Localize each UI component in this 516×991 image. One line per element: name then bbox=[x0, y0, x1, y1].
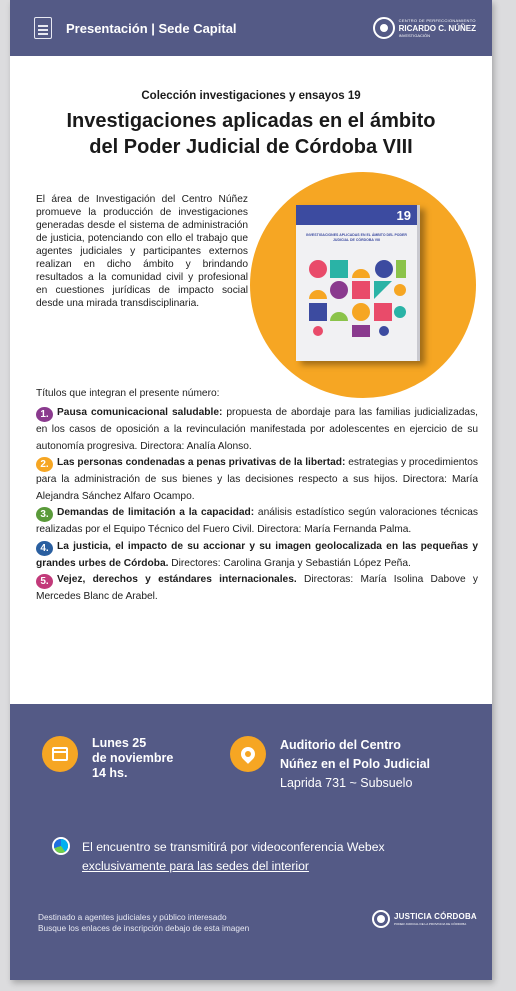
place-line-2: Núñez en el Polo Judicial bbox=[280, 757, 431, 771]
footer-note bbox=[38, 912, 249, 934]
collection-label: Colección investigaciones y ensayos 19 bbox=[141, 90, 361, 102]
page-title bbox=[10, 108, 492, 160]
header-bar bbox=[10, 0, 492, 56]
item-number-badge: 2. bbox=[36, 457, 53, 472]
title-item bbox=[36, 405, 478, 455]
item-title: Demandas de limitación a la capacidad: bbox=[57, 507, 255, 518]
item-number-badge: 5. bbox=[36, 574, 53, 589]
title-item bbox=[36, 505, 478, 539]
logo-sub: INVESTIGACIÓN bbox=[398, 32, 430, 38]
date-line-2: de noviembre bbox=[92, 751, 174, 765]
seal-icon bbox=[372, 910, 390, 928]
calendar-badge bbox=[42, 736, 78, 772]
footer-line-2: Busque los enlaces de inscripción debajo de esta imagen bbox=[38, 923, 250, 933]
webex-notice bbox=[54, 838, 385, 876]
item-description: Directores: Carolina Granja y Sebastián López Peña. bbox=[168, 557, 411, 569]
title-item bbox=[36, 572, 478, 606]
flyer-card bbox=[10, 0, 492, 980]
item-title: Las personas condenadas a penas privativas de la libertad: bbox=[57, 457, 346, 468]
seal-icon bbox=[373, 17, 395, 39]
justicia-logo-sub: PODER JUDICIAL DE LA PROVINCIA DE CÓRDOBA bbox=[394, 922, 467, 926]
title-item bbox=[36, 539, 478, 573]
justicia-cordoba-logo bbox=[372, 910, 477, 928]
logo-name: RICARDO C. NÚÑEZ bbox=[398, 23, 476, 33]
item-title: Pausa comunicacional saludable: bbox=[57, 407, 223, 418]
header-title: Presentación | Sede Capital bbox=[66, 20, 237, 36]
webex-line-1: El encuentro se transmitirá por videoconferencia Webex bbox=[82, 840, 385, 854]
event-info-panel bbox=[10, 704, 492, 980]
item-description: análisis estadístico según valoraciones técnicas realizadas por el Equipo Técnico del Fuero Civil. Directora: María Fernanda Palma. bbox=[36, 507, 478, 535]
book-number: 19 bbox=[296, 205, 417, 225]
webex-icon bbox=[54, 839, 68, 853]
book-cover bbox=[296, 205, 420, 361]
intro-paragraph: El área de Investigación del Centro Núñez promueve la producción de investigaciones generadas desde el sistema de administración de justicia, potenciando con ello el trabajo que agentes judiciales y participantes externos realizan en dicho ámbito y brindando resultados a la comunidad civil y profesional en cuestiones jurídicas de impacto social desde una mirada transdisciplinaria. bbox=[36, 194, 248, 309]
justicia-logo-name: JUSTICIA CÓRDOBA bbox=[394, 912, 477, 921]
footer-line-1: Destinado a agentes judiciales y público interesado bbox=[38, 912, 227, 922]
title-line-1: Investigaciones aplicadas en el ámbito bbox=[66, 110, 436, 132]
location-badge bbox=[230, 736, 266, 772]
book-title: INVESTIGACIONES APLICADAS EN EL ÁMBITO DEL PODER JUDICIAL DE CÓRDOBA VIII bbox=[306, 233, 407, 242]
date-line-1: Lunes 25 bbox=[92, 736, 147, 750]
title-line-2: del Poder Judicial de Córdoba VIII bbox=[89, 136, 413, 158]
item-description: estrategias y procedimientos para la administración de sus bienes y las decisiones respecto a sus hijos. Directora: María Alejandra Sánchez Alfaro Ocampo. bbox=[36, 457, 478, 502]
event-place bbox=[230, 736, 430, 793]
item-title: La justicia, el impacto de su accionar y su imagen geolocalizada en las pequeñas y grandes urbes de Córdoba. bbox=[36, 540, 478, 569]
place-line-3: Laprida 731 ~ Subsuelo bbox=[280, 776, 413, 790]
location-pin-icon bbox=[238, 744, 258, 764]
item-description: propuesta de abordaje para las familias judicializadas, en los casos de oposición a la revinculación manifestada por adolescentes en ejercicio de su autonomía progresiva. Directora: Analía Alonso. bbox=[36, 407, 478, 452]
logo-small-text: CENTRO DE PERFECCIONAMIENTO bbox=[398, 17, 476, 23]
item-number-badge: 4. bbox=[36, 541, 53, 556]
title-item bbox=[36, 455, 478, 505]
item-number-badge: 3. bbox=[36, 507, 53, 522]
date-line-3: 14 hs. bbox=[92, 766, 128, 780]
item-number-badge: 1. bbox=[36, 407, 53, 422]
document-icon bbox=[34, 17, 52, 39]
place-line-1: Auditorio del Centro bbox=[280, 738, 401, 752]
webex-line-2: exclusivamente para las sedes del interior bbox=[82, 859, 309, 873]
centro-nunez-logo bbox=[373, 17, 476, 39]
titles-list bbox=[36, 405, 478, 606]
book-cover-art bbox=[308, 259, 406, 337]
list-heading: Títulos que integran el presente número: bbox=[36, 388, 220, 399]
item-description: Directoras: María Isolina Dabove y Mercedes Blanc de Arabel. bbox=[36, 574, 478, 602]
calendar-icon bbox=[52, 747, 68, 761]
event-date bbox=[42, 736, 173, 781]
item-title: Vejez, derechos y estándares internacionales. bbox=[57, 574, 297, 585]
